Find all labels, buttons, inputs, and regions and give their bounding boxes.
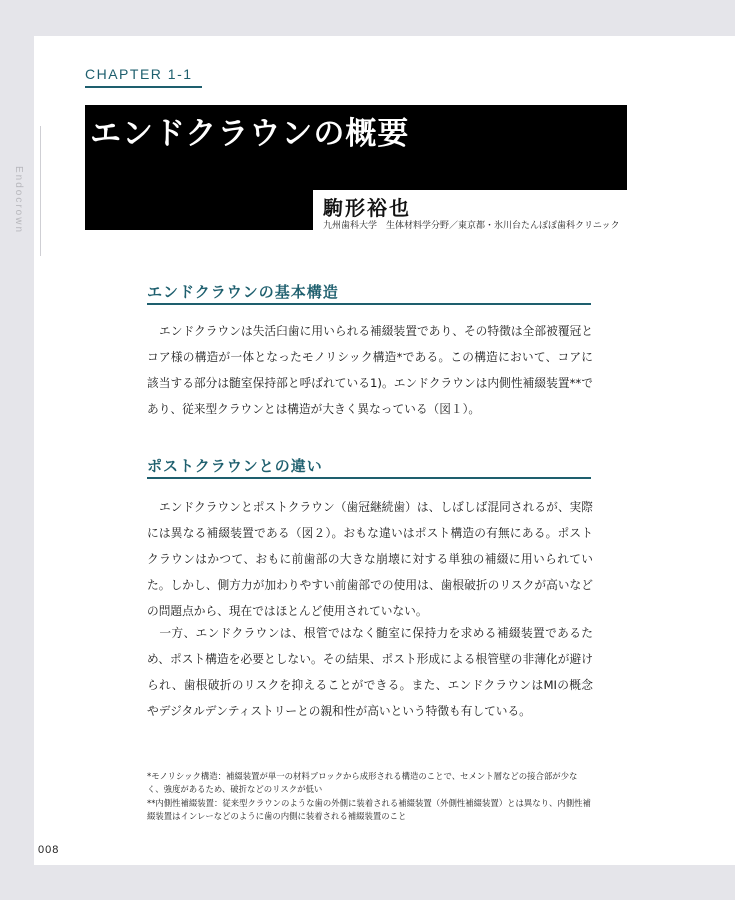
paragraph-text: エンドクラウンは失活臼歯に用いられる補綴装置であり、その特徴は全部被覆冠とコア様の構造が一体となったモノリシック構造*である。この構造において、コアに該当する部分は髄室保持部と呼ばれている1)。エンドクラウンは内側性補綴装置**であり、従来型クラウンとは構造が大きく異なっている（図１）。 bbox=[147, 324, 593, 416]
section-heading-rule bbox=[147, 303, 591, 305]
side-tab bbox=[34, 126, 41, 256]
author-affiliation: 九州歯科大学 生体材料学分野／東京都・氷川台たんぽぽ歯科クリニック bbox=[323, 221, 620, 231]
section-heading: ポストクラウンとの違い bbox=[147, 457, 323, 475]
chapter-label: CHAPTER 1-1 bbox=[85, 66, 193, 82]
section-heading-rule bbox=[147, 477, 591, 479]
footnote: *モノリシック構造：補綴装置が単一の材料ブロックから成形される構造のことで、セメント層などの接合部が少なく、強度があるため、破折などのリスクが低い bbox=[147, 771, 578, 794]
paragraph-text: エンドクラウンとポストクラウン（歯冠継続歯）は、しばしば混同されるが、実際には異なる補綴装置である（図２）。おもな違いはポスト構造の有無にある。ポストクラウンはかつて、おもに前歯部の大きな崩壊に対する単独の補綴に用いられていた。しかし、側方力が加わりやすい前歯部での使用は、歯根破折のリスクが高いなどの問題点から、現在ではほとんど使用されていない。 bbox=[147, 500, 593, 618]
footnote: **内側性補綴装置：従来型クラウンのような歯の外側に装着される補綴装置（外側性補綴装置）とは異なり、内側性補綴装置はインレーなどのように歯の内側に装着される補綴装置のこと bbox=[147, 798, 591, 821]
title-block-lower bbox=[85, 190, 313, 230]
chapter-underline bbox=[85, 86, 202, 88]
article-title: エンドクラウンの概要 bbox=[90, 116, 410, 152]
body-paragraph bbox=[147, 620, 593, 724]
side-label: Endocrown bbox=[13, 166, 24, 235]
body-paragraph bbox=[147, 494, 593, 624]
paragraph-text: 一方、エンドクラウンは、根管ではなく髄室に保持力を求める補綴装置であるため、ポスト構造を必要としない。その結果、ポスト形成による根管壁の非薄化が避けられ、歯根破折のリスクを抑えることができる。また、エンドクラウンはMIの概念やデジタルデンティストリーとの親和性が高いという特徴も有している。 bbox=[147, 626, 593, 718]
page-number: 008 bbox=[38, 844, 60, 856]
section-heading: エンドクラウンの基本構造 bbox=[147, 283, 339, 301]
author-name: 駒形裕也 bbox=[323, 196, 411, 220]
body-paragraph bbox=[147, 318, 593, 422]
